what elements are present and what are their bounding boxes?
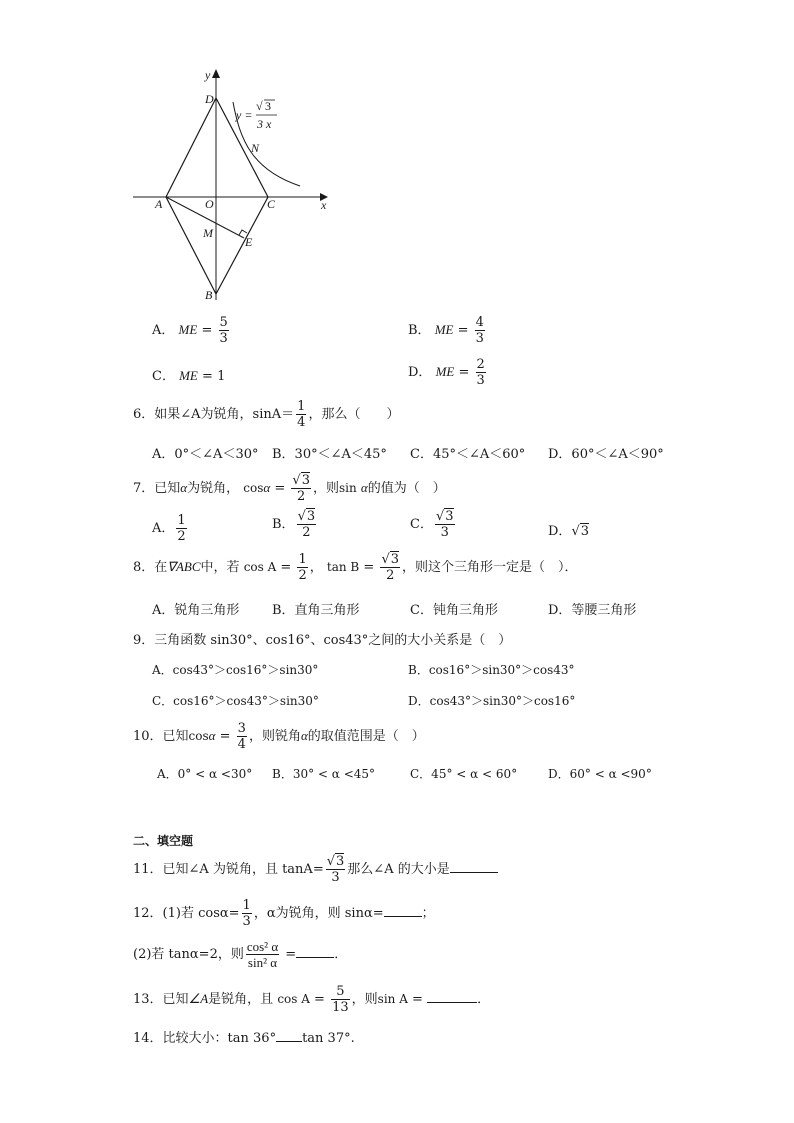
stem-text: 是锐角，且 [208,992,274,1007]
stem-fraction [331,985,350,1014]
q6-option-c[interactable]: C．45°＜∠A＜60° [410,447,526,462]
option-letter: A． [152,521,175,536]
q6-option-d[interactable]: D．60°＜∠A＜90° [548,447,664,462]
eq: = [412,992,423,1007]
q6-option-b[interactable]: B．30°＜∠A＜45° [272,447,387,462]
fraction-num: 4 [475,315,484,330]
q10-stem [133,722,425,751]
label-x: x [321,198,327,212]
option-lhs: ME [178,322,198,337]
label-B: B [205,288,213,302]
q9-option-d[interactable]: D．cos43°＞sin30°＞cos16° [408,694,576,708]
option-eq: = [201,323,213,338]
stem-text: tan 37°. [302,1031,355,1046]
option-eq: = [457,323,469,338]
angle-label: ∠A [188,991,209,1006]
fraction-num [297,510,317,525]
stem-text: ． [477,992,491,1007]
curve-label-num: 3 [265,99,271,113]
section-heading: 二、填空题 [133,834,194,848]
label-y: y [205,68,211,82]
fraction-num [435,510,455,525]
option-lhs: ME [434,322,454,337]
q9-option-b[interactable]: B．cos16°＞sin30°＞cos43° [408,663,575,677]
q14-stem [133,1027,355,1046]
stem-text: ，那么（ ） [308,407,400,422]
stem-text: 那么∠A 的大小是 [347,862,450,877]
fraction-num: 1 [297,399,306,414]
stem-text: ，则这个三角形一定是（ ）． [402,560,578,575]
stem-text: 7．已知 [133,481,181,496]
fraction-den: 3 [242,914,251,929]
fraction-den: 2 [177,529,186,544]
radical-sign: √ [381,552,390,567]
tan-fraction [380,553,400,582]
option-fraction [476,358,486,387]
q5-option-b[interactable] [408,316,487,345]
option-letter: C． [410,517,433,532]
alpha-symbol: α [263,480,271,495]
option-letter: D． [548,524,572,539]
cosA-label: cos A [277,992,310,1006]
fraction-num: cos² α [246,939,279,954]
radical-sign: √ [297,509,306,524]
eq: = [274,481,286,496]
q6-option-a[interactable]: A．0°＜∠A＜30° [152,447,259,462]
fraction-den: 2 [298,568,307,583]
q8-option-d[interactable]: D．等腰三角形 [548,603,637,618]
radical-sign: √ [326,854,336,869]
stem-text: ； [421,906,435,921]
radical-sign: √ [435,509,445,524]
q8-option-b[interactable]: B．直角三角形 [272,603,360,618]
radicand: 3 [580,524,590,539]
fraction-num: 5 [219,315,228,330]
radicand: 3 [301,473,310,488]
curve-label-radical: √ [256,99,263,113]
tanB-label: tan B [326,560,360,574]
option-fraction [297,510,317,539]
stem-text: ． [334,947,348,962]
stem-text: 的取值范围是（ ） [307,729,425,744]
option-eq: = [202,369,213,384]
q5-option-a[interactable] [152,316,231,345]
q12-part1 [133,899,435,928]
stem-text: ，α为锐角，则 sinα= [253,906,384,921]
radicand: 3 [390,552,400,567]
label-E: E [245,235,253,249]
cosA-label: cos A [243,560,277,574]
radical-sign: √ [292,473,301,488]
q10-option-a[interactable]: A．0° < α <30° [157,767,253,781]
alpha-symbol: α [180,480,188,495]
fraction-den: 3 [475,331,484,346]
option-letter: C． [152,369,175,384]
option-letter: B． [272,517,295,532]
q7-option-b[interactable] [272,510,318,539]
answer-blank[interactable] [296,945,334,958]
q9-stem: 9．三角函数 sin30°、cos16°、cos43°之间的大小关系是（ ） [133,633,512,648]
stem-text: 13．已知 [133,992,189,1007]
q13-stem [133,985,490,1014]
q7-option-d[interactable] [548,520,589,539]
fraction-num [326,855,346,870]
label-A: A [155,197,163,211]
answer-blank[interactable] [276,1029,302,1042]
stem-text: 6．如果∠A为锐角，sinA＝ [133,407,295,422]
stem-fraction [246,940,279,969]
stem-text: 为锐角， [187,481,240,496]
stem-fraction [237,722,247,751]
label-C: C [267,197,276,211]
fraction-den: sin² α [247,955,278,970]
eq: = [219,729,231,744]
q10-option-b[interactable]: B．30° < α <45° [272,767,376,781]
stem-text: ，则 [351,992,378,1007]
q7-option-a[interactable] [152,514,189,543]
cos-label: cos [188,729,209,743]
stem-text: 11．已知∠A 为锐角，且 tanA= [133,862,324,877]
option-lhs: ME [179,368,198,383]
q11-stem [133,855,498,884]
option-eq: = [458,365,470,380]
stem-text: 中，若 [200,560,240,575]
stem-text: 8．在 [133,560,168,575]
q6-stem [133,400,399,429]
eq: = [314,992,325,1007]
option-letter: A． [152,323,175,338]
label-D: D [205,92,214,106]
q10-option-d[interactable]: D．60° < α <90° [548,767,652,781]
fraction-num: 1 [298,552,307,567]
fraction-den: 3 [331,870,340,885]
radical-sign: √ [571,524,580,539]
fraction-den: 2 [386,568,395,583]
eq: = [280,560,292,575]
q8-option-a[interactable]: A．锐角三角形 [152,603,240,618]
q10-option-c[interactable]: C．45° < α < 60° [410,767,518,781]
option-letter: B． [408,323,431,338]
option-lhs: ME [435,364,455,379]
alpha-symbol: α [300,728,308,743]
triangle-label: ∇ABC [167,559,201,574]
stem-fraction [291,474,311,503]
q5-option-c[interactable] [152,365,225,384]
cos-fraction [297,553,307,582]
rhombus-ABCD [166,98,268,294]
cos-label: cos [243,481,264,495]
fraction-den: 13 [332,1000,349,1015]
fraction-den: 2 [297,489,306,504]
alpha-symbol: α [208,728,216,743]
stem-fraction [326,855,346,884]
q12-part2 [133,940,347,969]
q8-option-c[interactable]: C．钝角三角形 [410,603,498,618]
option-fraction [219,316,229,345]
curve-label-den: 3 x [257,117,272,131]
fraction-num: 1 [177,513,186,528]
q5-option-d[interactable] [408,358,488,387]
stem-text: ，则 [312,481,339,496]
stem-text: ，则锐角 [248,729,301,744]
q9-option-c[interactable]: C．cos16°＞cos43°＞sin30° [152,694,319,708]
geometry-figure [120,62,350,307]
radicand: 3 [306,509,316,524]
q9-option-a[interactable]: A．cos43°＞cos16°＞sin30° [152,663,319,677]
answer-blank[interactable] [427,990,477,1003]
fraction-num [291,474,311,489]
q7-stem [133,474,446,503]
label-M: M [203,226,213,240]
fraction-num: 1 [242,898,251,913]
sinA-label: sin A [377,992,408,1006]
sin-label: sin [338,481,357,495]
stem-text: 14．比较大小：tan 36° [133,1031,277,1046]
option-fraction [176,514,186,543]
eq: = [285,947,297,962]
fraction-den: 3 [476,373,485,388]
fraction-num: 2 [476,357,485,372]
stem-text: 10．已知 [133,729,189,744]
fraction-num: 5 [331,985,350,1000]
stem-fraction [242,899,252,928]
stem-text: 12．(1)若 cosα= [133,906,240,921]
fraction-num: 3 [237,721,246,736]
stem-text: 的值为（ ） [367,481,446,496]
fraction-den: 2 [302,525,311,540]
alpha-symbol: α [360,480,368,495]
answer-blank[interactable] [384,904,422,917]
fraction-den: 4 [237,737,246,752]
radicand: 3 [336,854,345,869]
label-O: O [205,197,214,211]
eq: = [363,560,375,575]
fraction-num [380,553,400,568]
answer-blank[interactable] [450,860,498,873]
option-value: 1 [217,369,226,384]
stem-text: (2)若 tanα=2，则 [133,947,244,962]
option-fraction [435,510,455,539]
stem-fraction [296,400,306,429]
radicand: 3 [445,509,454,524]
option-letter: D． [408,365,432,380]
q8-stem [133,553,578,582]
fraction-den: 4 [297,415,306,430]
option-fraction [475,316,485,345]
separator: ， [309,560,323,575]
curve-label-lhs: y = [236,108,253,122]
fraction-den: 3 [219,331,228,346]
y-axis-arrow [212,69,220,78]
label-N: N [251,141,260,155]
fraction-den: 3 [440,525,449,540]
q7-option-c[interactable] [410,510,457,539]
